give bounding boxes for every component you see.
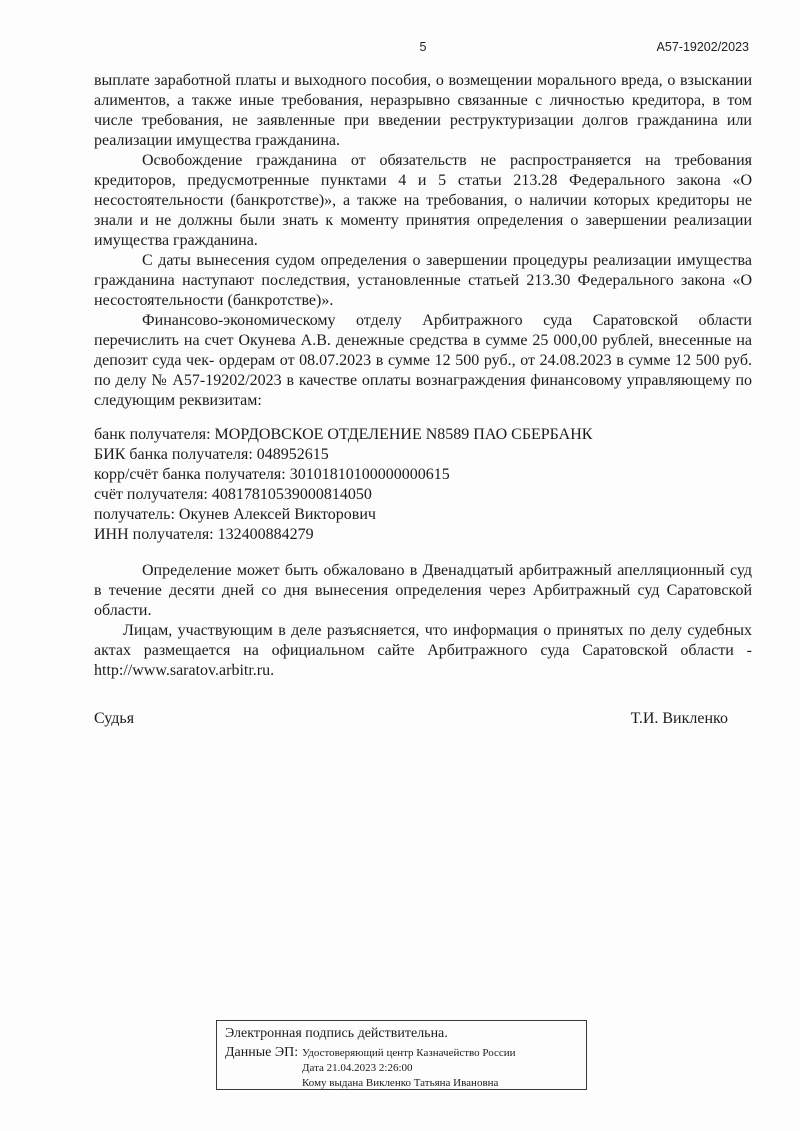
judge-label: Судья <box>94 710 135 727</box>
bank-detail-line: получатель: Окунев Алексей Викторович <box>94 506 376 523</box>
paragraph-consequences: С даты вынесения судом определения о завершении процедуры реализации имущества гражданина наступают последствия, установленные статьей 213.30 Федерального закона «О несостоятельности (банкротстве)». <box>94 252 752 309</box>
paragraph-payment-order: Финансово-экономическому отделу Арбитражного суда Саратовской области перечислить на счет Окунева А.В. денежные средства в сумме 25 000,00 рублей, внесенные на депозит суда чек- ордерам от 08.07.2023 в сумме 12 500 руб., от 24.08.2023 в сумме 12 500 руб. по делу № А57-19202/2023 в качестве оплаты вознаграждения финансовому управляющему по следующим реквизитам: <box>94 312 752 409</box>
page-header <box>94 40 752 54</box>
bank-detail-line: корр/счёт банка получателя: 30101810100000000615 <box>94 466 450 483</box>
stamp-detail-line: Кому выдана Викленко Татьяна Ивановна <box>302 1077 499 1089</box>
bank-detail-line: ИНН получателя: 132400884279 <box>94 526 314 543</box>
judge-name: Т.И. Викленко <box>630 710 728 727</box>
paragraph-appeal: Определение может быть обжаловано в Двенадцатый арбитражный апелляционный суд в течение десяти дней со дня вынесения определения через Арбитражный суд Саратовской области. <box>94 562 752 619</box>
stamp-details <box>302 1045 516 1091</box>
paragraph-website-notice: Лицам, участвующим в деле разъясняется, что информация о принятых по делу судебных актах размещается на официальном сайте Арбитражного суда Саратовской области - http://www.saratov.arbitr.ru. <box>94 622 752 679</box>
stamp-data-label: Данные ЭП: <box>225 1045 299 1060</box>
stamp-data-row <box>225 1045 578 1091</box>
bank-detail-line: счёт получателя: 40817810539000814050 <box>94 486 372 503</box>
bank-detail-line: банк получателя: МОРДОВСКОЕ ОТДЕЛЕНИЕ N8589 ПАО СБЕРБАНК <box>94 426 593 443</box>
judge-signature-row <box>94 709 752 729</box>
page-number: 5 <box>419 40 427 54</box>
bank-details <box>94 425 752 545</box>
signature-stamp <box>216 1020 587 1090</box>
paragraph-liability-exemption: Освобождение гражданина от обязательств не распространяется на требования кредиторов, предусмотренные пунктами 4 и 5 статьи 213.28 Федерального закона «О несостоятельности (банкротстве)», а также на требования, о наличии которых кредиторы не знали и не должны были знать к моменту принятия определения о завершении реализации имущества гражданина. <box>94 152 752 249</box>
case-number: А57-19202/2023 <box>656 40 749 54</box>
stamp-detail-line: Удостоверяющий центр Казначейство России <box>302 1047 516 1059</box>
paragraph-continuation: выплате заработной платы и выходного пособия, о возмещении морального вреда, о взыскании алиментов, а также иные требования, неразрывно связанные с личностью кредитора, в том числе требования, не заявленные при введении реструктуризации долгов гражданина или реализации имущества гражданина. <box>94 72 752 149</box>
stamp-validity-text: Электронная подпись действительна. <box>225 1026 448 1041</box>
stamp-detail-line: Дата 21.04.2023 2:26:00 <box>302 1062 413 1074</box>
bank-detail-line: БИК банка получателя: 048952615 <box>94 446 329 463</box>
